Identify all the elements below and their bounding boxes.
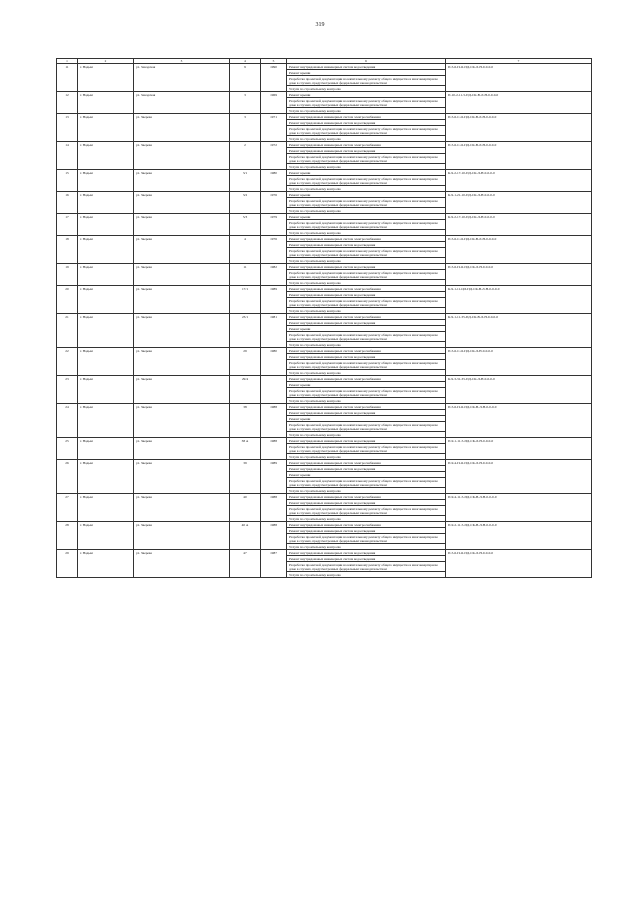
works-cell xyxy=(287,92,446,114)
work-item: Услуги по строительному контролю xyxy=(289,258,341,263)
work-item: Услуги по строительному контролю xyxy=(289,432,341,437)
year-cell: 1982 xyxy=(261,264,287,286)
work-item: Разработка проектной документации на капитальному ремонту общего имущества в многоквартирном доме в случаях, предусмотренных федеральным законодательством xyxy=(287,220,445,230)
row-number: 12 xyxy=(57,92,78,114)
work-item: Ремонт крыши xyxy=(287,326,445,332)
year-cell: 1988 xyxy=(261,438,287,460)
row-number: 14 xyxy=(57,142,78,170)
table-row xyxy=(57,460,592,494)
city-cell: г. Надым xyxy=(78,214,134,236)
work-code-cell: П-9-2-11-5-ПД-СК-В-Л-Н-0-0-0-0 xyxy=(446,522,592,550)
street-cell: ул. Зверева xyxy=(134,114,230,142)
street-cell: ул. Зверева xyxy=(134,550,230,578)
work-item: Ремонт внутридомовых инженерных систем электроснабжения xyxy=(287,348,445,354)
work-item: Ремонт внутридомовых инженерных систем водоотведения xyxy=(287,354,445,360)
street-cell: ул. Зверева xyxy=(134,214,230,236)
year-cell: 1981 xyxy=(261,314,287,348)
row-number: 15 xyxy=(57,170,78,192)
city-cell: г. Надым xyxy=(78,92,134,114)
row-number: 25 xyxy=(57,438,78,460)
work-code-cell: П-5-6-П-О-ПД-СК-В-Л-Н-0-0-0-0 xyxy=(446,404,592,438)
works-list xyxy=(287,192,445,213)
city-cell: г. Надым xyxy=(78,522,134,550)
work-item: Ремонт внутридомовых инженерных систем водоотведения xyxy=(287,120,445,126)
work-item: Разработка проектной документации на капитальному ремонту общего имущества в многоквартирном доме в случаях, предусмотренных федеральным законодательством xyxy=(287,98,445,108)
work-item: Ремонт внутридомовых инженерных систем водоотведения xyxy=(287,320,445,326)
works-list xyxy=(287,314,445,347)
work-item: Ремонт внутридомовых инженерных систем электроснабжения xyxy=(287,404,445,410)
year-cell: 1988 xyxy=(261,494,287,522)
works-list xyxy=(287,438,445,459)
street-cell: ул. Зверева xyxy=(134,142,230,170)
work-item: Услуги по строительному контролю xyxy=(289,544,341,549)
work-item: Ремонт крыши xyxy=(287,382,445,388)
row-number: 29 xyxy=(57,550,78,578)
work-code-cell: П-9-1-11-5-ПД-СК-Л-Н-0-0-0-0 xyxy=(446,438,592,460)
work-item: Ремонт крыши xyxy=(287,192,445,198)
city-cell: г. Надым xyxy=(78,286,134,314)
works-cell xyxy=(287,192,446,214)
column-number: 7 xyxy=(446,59,592,64)
work-code-cell: П-5-6-П-О-ПД-СК-Л-Н-0-0-0-0 xyxy=(446,64,592,92)
work-item: Разработка проектной документации на капитальному ремонту общего имущества в многоквартирном доме в случаях, предусмотренных федеральным законодательством xyxy=(287,534,445,544)
work-code-cell: К-9-1-21-10-ПД-СК-Л-Н-0-0-0-0 xyxy=(446,192,592,214)
works-list xyxy=(287,348,445,375)
work-item: Ремонт внутридомовых инженерных систем водоотведения xyxy=(287,410,445,416)
column-number: 4 xyxy=(230,59,261,64)
works-list xyxy=(287,114,445,141)
work-item: Услуги по строительному контролю xyxy=(289,516,341,521)
table-row xyxy=(57,64,592,92)
work-item: Ремонт внутридомовых инженерных систем водоотведения xyxy=(287,500,445,506)
table-row xyxy=(57,264,592,286)
works-cell xyxy=(287,460,446,494)
work-item: Разработка проектной документации на капитальному ремонту общего имущества в многоквартирном доме в случаях, предусмотренных федеральным законодательством xyxy=(287,506,445,516)
work-item: Ремонт крыши xyxy=(287,70,445,76)
work-item: Разработка проектной документации на капитальному ремонту общего имущества в многоквартирном доме в случаях, предусмотренных федеральным законодательством xyxy=(287,76,445,86)
work-item: Услуги по строительному контролю xyxy=(289,136,341,141)
house-number-cell: 29/4 xyxy=(230,376,261,404)
work-item: Ремонт внутридомовых инженерных систем водоотведения xyxy=(287,148,445,154)
work-code-cell: П-5-6-П-О-ПД-СК-Л-Н-0-0-0-0 xyxy=(446,550,592,578)
works-list xyxy=(287,64,445,91)
city-cell: г. Надым xyxy=(78,264,134,286)
work-item: Ремонт крыши xyxy=(287,472,445,478)
works-cell xyxy=(287,214,446,236)
works-cell xyxy=(287,64,446,92)
work-code-cell: К-9-2-17-10-ПД-СК-Л-Н-0-0-0-0 xyxy=(446,214,592,236)
works-cell xyxy=(287,404,446,438)
work-item: Услуги по строительному контролю xyxy=(289,308,341,313)
table-row xyxy=(57,236,592,264)
work-item: Разработка проектной документации на капитальному ремонту общего имущества в многоквартирном доме в случаях, предусмотренных федеральным законодательством xyxy=(287,248,445,258)
work-item: Услуги по строительному контролю xyxy=(289,342,341,347)
column-number: 6 xyxy=(287,59,446,64)
table-row xyxy=(57,314,592,348)
work-item: Услуги по строительному контролю xyxy=(289,230,341,235)
works-cell xyxy=(287,376,446,404)
work-item: Ремонт внутридомовых инженерных систем водоотведения xyxy=(287,550,445,556)
row-number: 24 xyxy=(57,404,78,438)
work-item: Ремонт внутридомовых инженерных систем электроснабжения xyxy=(287,114,445,120)
house-number-cell: 9 xyxy=(230,64,261,92)
works-list xyxy=(287,214,445,235)
work-item: Разработка проектной документации на капитальному ремонту общего имущества в многоквартирном доме в случаях, предусмотренных федеральным законодательством xyxy=(287,176,445,186)
works-list xyxy=(287,264,445,285)
work-item: Разработка проектной документации на капитальному ремонту общего имущества в многоквартирном доме в случаях, предусмотренных федеральным законодательством xyxy=(287,444,445,454)
year-cell: 1988 xyxy=(261,522,287,550)
works-list xyxy=(287,522,445,549)
works-cell xyxy=(287,550,446,578)
row-number: 18 xyxy=(57,236,78,264)
table-row xyxy=(57,114,592,142)
page-number: 319 xyxy=(315,22,325,28)
city-cell: г. Надым xyxy=(78,314,134,348)
work-item: Услуги по строительному контролю xyxy=(289,208,341,213)
year-cell: 1980 xyxy=(261,348,287,376)
work-item: Ремонт внутридомовых инженерных систем электроснабжения xyxy=(287,522,445,528)
city-cell: г. Надым xyxy=(78,460,134,494)
work-item: Ремонт внутридомовых инженерных систем водоотведения xyxy=(287,528,445,534)
row-number: 13 xyxy=(57,114,78,142)
work-code-cell: П-5-6-С-О-ПД-СК-Л-Н-0-0-0-0 xyxy=(446,348,592,376)
work-item: Ремонт внутридомовых инженерных систем водоотведения xyxy=(287,466,445,472)
work-item: Разработка проектной документации на капитальному ремонту общего имущества в многоквартирном доме в случаях, предусмотренных федеральным законодательством xyxy=(287,270,445,280)
street-cell: ул. Заводская xyxy=(134,64,230,92)
work-code-cell: К-9-3-31-35-ПД-СК-Л-Н-0-0-0-0 xyxy=(446,376,592,404)
city-cell: г. Надым xyxy=(78,64,134,92)
city-cell: г. Надым xyxy=(78,404,134,438)
work-item: Ремонт внутридомовых инженерных систем водоотведения xyxy=(287,292,445,298)
work-item: Ремонт внутридомовых инженерных систем электроснабжения xyxy=(287,286,445,292)
year-cell: 1979 xyxy=(261,214,287,236)
street-cell: ул. Зверева xyxy=(134,348,230,376)
works-list xyxy=(287,460,445,493)
work-code-cell: П-5-6-С-О-ПД-СК-В-Л-Н-0-0-0-0 xyxy=(446,236,592,264)
street-cell: ул. Зверева xyxy=(134,264,230,286)
street-cell: ул. Зверева xyxy=(134,404,230,438)
row-number: 19 xyxy=(57,264,78,286)
table-row xyxy=(57,494,592,522)
work-item: Ремонт внутридомовых инженерных систем электроснабжения xyxy=(287,142,445,148)
work-item: Ремонт крыши xyxy=(287,416,445,422)
work-item: Услуги по строительному контролю xyxy=(289,488,341,493)
work-item: Услуги по строительному контролю xyxy=(289,186,341,191)
work-item: Разработка проектной документации на капитальному ремонту общего имущества в многоквартирном доме в случаях, предусмотренных федеральным законодательством xyxy=(287,478,445,488)
street-cell: ул. Зверева xyxy=(134,494,230,522)
work-item: Услуги по строительному контролю xyxy=(289,280,341,285)
table-row xyxy=(57,214,592,236)
work-item: Ремонт внутридомовых инженерных систем электроснабжения xyxy=(287,314,445,320)
work-code-cell: П-9-4-П-О-ПД-СК-Л-Н-0-0-0-0 xyxy=(446,460,592,494)
works-cell xyxy=(287,348,446,376)
works-cell xyxy=(287,236,446,264)
work-item: Разработка проектной документации на капитальному ремонту общего имущества в многоквартирном доме в случаях, предусмотренных федеральным законодательством xyxy=(287,360,445,370)
works-cell xyxy=(287,286,446,314)
works-cell xyxy=(287,314,446,348)
year-cell: 1971 xyxy=(261,114,287,142)
work-code-cell: П-10-2-11-5-ПД-СК-В-Л-Н-0-0-0-0 xyxy=(446,92,592,114)
work-item: Услуги по строительному контролю xyxy=(289,108,341,113)
works-list xyxy=(287,170,445,191)
work-code-cell: П-5-6-С-О-ПД-СК-В-Л-Н-0-0-0-0 xyxy=(446,114,592,142)
work-item: Ремонт внутридомовых инженерных систем водоотведения xyxy=(287,264,445,270)
works-list xyxy=(287,142,445,169)
row-number: 26 xyxy=(57,460,78,494)
works-cell xyxy=(287,264,446,286)
work-code-cell: П-5-6-П-О-ПД-СК-Л-Н-0-0-0-0 xyxy=(446,264,592,286)
work-item: Разработка проектной документации на капитальному ремонту общего имущества в многоквартирном доме в случаях, предусмотренных федеральным законодательством xyxy=(287,422,445,432)
column-number: 2 xyxy=(78,59,134,64)
row-number: 28 xyxy=(57,522,78,550)
work-item: Ремонт внутридомовых инженерных систем электроснабжения xyxy=(287,460,445,466)
work-item: Ремонт внутридомовых инженерных систем электроснабжения xyxy=(287,494,445,500)
works-cell xyxy=(287,170,446,192)
work-item: Разработка проектной документации на капитальному ремонту общего имущества в многоквартирном доме в случаях, предусмотренных федеральным законодательством xyxy=(287,388,445,398)
house-number-cell: 5/3 xyxy=(230,214,261,236)
works-list xyxy=(287,404,445,437)
street-cell: ул. Зверева xyxy=(134,314,230,348)
work-item: Услуги по строительному контролю xyxy=(289,398,341,403)
work-item: Ремонт внутридомовых инженерных систем водоотведения xyxy=(287,438,445,444)
works-cell xyxy=(287,114,446,142)
city-cell: г. Надым xyxy=(78,376,134,404)
row-number: 21 xyxy=(57,314,78,348)
street-cell: ул. Зверева xyxy=(134,170,230,192)
works-list xyxy=(287,494,445,521)
table-row xyxy=(57,170,592,192)
row-number: 23 xyxy=(57,376,78,404)
work-item: Разработка проектной документации на капитальному ремонту общего имущества в многоквартирном доме в случаях, предусмотренных федеральным законодательством xyxy=(287,198,445,208)
street-cell: ул. Зверева xyxy=(134,522,230,550)
city-cell: г. Надым xyxy=(78,348,134,376)
street-cell: ул. Зверева xyxy=(134,460,230,494)
year-cell xyxy=(261,376,287,404)
table-row xyxy=(57,376,592,404)
work-item: Услуги по строительному контролю xyxy=(289,86,341,91)
work-item: Разработка проектной документации на капитальному ремонту общего имущества в многоквартирном доме в случаях, предусмотренных федеральным законодательством xyxy=(287,126,445,136)
work-code-cell: К-9-1-11-35-ПД-СК-В-Л-Н-0-0-0-0 xyxy=(446,314,592,348)
column-number: 3 xyxy=(134,59,230,64)
year-cell: 1988 xyxy=(261,404,287,438)
work-item: Разработка проектной документации на капитальному ремонту общего имущества в многоквартирном доме в случаях, предусмотренных федеральным законодательством xyxy=(287,332,445,342)
row-number: 22 xyxy=(57,348,78,376)
works-list xyxy=(287,286,445,313)
work-item: Услуги по строительному контролю xyxy=(289,454,341,459)
work-item: Ремонт внутридомовых инженерных систем электроснабжения xyxy=(287,236,445,242)
city-cell: г. Надым xyxy=(78,142,134,170)
work-item: Услуги по строительному контролю xyxy=(289,370,341,375)
work-item: Услуги по строительному контролю xyxy=(289,164,341,169)
house-number-cell: 38 xyxy=(230,404,261,438)
year-cell: 1972 xyxy=(261,142,287,170)
work-item: Ремонт внутридомовых инженерных систем водоотведения xyxy=(287,556,445,562)
house-number-cell: 40 А xyxy=(230,522,261,550)
street-cell: ул. Зверева xyxy=(134,376,230,404)
work-item: Ремонт внутридомовых инженерных систем водоотведения xyxy=(287,64,445,70)
work-item: Ремонт крыши xyxy=(287,92,445,98)
works-cell xyxy=(287,438,446,460)
table-row xyxy=(57,404,592,438)
city-cell: г. Надым xyxy=(78,494,134,522)
street-cell: ул. Зверева xyxy=(134,286,230,314)
work-code-cell: П-9-4-11-5-ПД-СК-В-Л-Н-0-0-0-0 xyxy=(446,494,592,522)
work-item: Услуги по строительному контролю xyxy=(289,572,341,577)
table-row xyxy=(57,522,592,550)
year-cell: 1980 xyxy=(261,170,287,192)
house-number-cell: 40 xyxy=(230,494,261,522)
house-number-cell: 29 xyxy=(230,348,261,376)
table-row xyxy=(57,550,592,578)
house-number-cell: 2 xyxy=(230,142,261,170)
table-row xyxy=(57,286,592,314)
work-item: Ремонт крыши xyxy=(287,214,445,220)
city-cell: г. Надым xyxy=(78,236,134,264)
year-cell: 1989 xyxy=(261,460,287,494)
year-cell: 1990 xyxy=(261,64,287,92)
year-cell: 1987 xyxy=(261,550,287,578)
year-cell: 1976 xyxy=(261,192,287,214)
street-cell: ул. Зверева xyxy=(134,438,230,460)
street-cell: ул. Зверева xyxy=(134,192,230,214)
city-cell: г. Надым xyxy=(78,550,134,578)
work-item: Ремонт внутридомовых инженерных систем электроснабжения xyxy=(287,376,445,382)
works-cell xyxy=(287,522,446,550)
work-code-cell: К-9-1-11-ЦЛ-ПД-СК-В-Л-Н-0-0-0-0 xyxy=(446,286,592,314)
column-number: 1 xyxy=(57,59,78,64)
city-cell: г. Надым xyxy=(78,438,134,460)
work-item: Разработка проектной документации на капитальному ремонту общего имущества в многоквартирном доме в случаях, предусмотренных федеральным законодательством xyxy=(287,562,445,572)
city-cell: г. Надым xyxy=(78,114,134,142)
row-number: 16 xyxy=(57,192,78,214)
house-number-cell: 23/1 xyxy=(230,314,261,348)
house-number-cell: 47 xyxy=(230,550,261,578)
works-list xyxy=(287,376,445,403)
table-row xyxy=(57,192,592,214)
work-item: Ремонт крыши xyxy=(287,170,445,176)
house-number-cell: 3 xyxy=(230,92,261,114)
works-list xyxy=(287,236,445,263)
row-number: 20 xyxy=(57,286,78,314)
work-item: Ремонт внутридомовых инженерных систем водоотведения xyxy=(287,242,445,248)
works-list xyxy=(287,550,445,577)
table-row xyxy=(57,92,592,114)
works-list xyxy=(287,92,445,113)
column-number: 5 xyxy=(261,59,287,64)
work-item: Разработка проектной документации на капитальному ремонту общего имущества в многоквартирном доме в случаях, предусмотренных федеральным законодательством xyxy=(287,298,445,308)
street-cell: ул. Зверева xyxy=(134,236,230,264)
table-row xyxy=(57,438,592,460)
house-number-cell: 3 xyxy=(230,114,261,142)
city-cell: г. Надым xyxy=(78,192,134,214)
house-number-cell: 4 xyxy=(230,236,261,264)
city-cell: г. Надым xyxy=(78,170,134,192)
repair-schedule-table xyxy=(56,58,592,578)
row-number: 17 xyxy=(57,214,78,236)
row-number: 27 xyxy=(57,494,78,522)
year-cell: 1976 xyxy=(261,236,287,264)
house-number-cell: 11 xyxy=(230,264,261,286)
house-number-cell: 3/1 xyxy=(230,170,261,192)
work-item: Разработка проектной документации на капитальному ремонту общего имущества в многоквартирном доме в случаях, предусмотренных федеральным законодательством xyxy=(287,154,445,164)
house-number-cell: 38 А xyxy=(230,438,261,460)
work-code-cell: П-5-6-С-О-ПД-СК-В-Л-Н-0-0-0-0 xyxy=(446,142,592,170)
table-row xyxy=(57,142,592,170)
works-cell xyxy=(287,494,446,522)
row-number: 11 xyxy=(57,64,78,92)
works-cell xyxy=(287,142,446,170)
street-cell: ул. Заводская xyxy=(134,92,230,114)
year-cell: 1969 xyxy=(261,92,287,114)
year-cell: 1989 xyxy=(261,286,287,314)
house-number-cell: 17/1 xyxy=(230,286,261,314)
work-code-cell: К-9-2-17-10-ПД-СК-Л-Н-0-0-0-0 xyxy=(446,170,592,192)
house-number-cell: 3/2 xyxy=(230,192,261,214)
table-row xyxy=(57,348,592,376)
house-number-cell: 39 xyxy=(230,460,261,494)
